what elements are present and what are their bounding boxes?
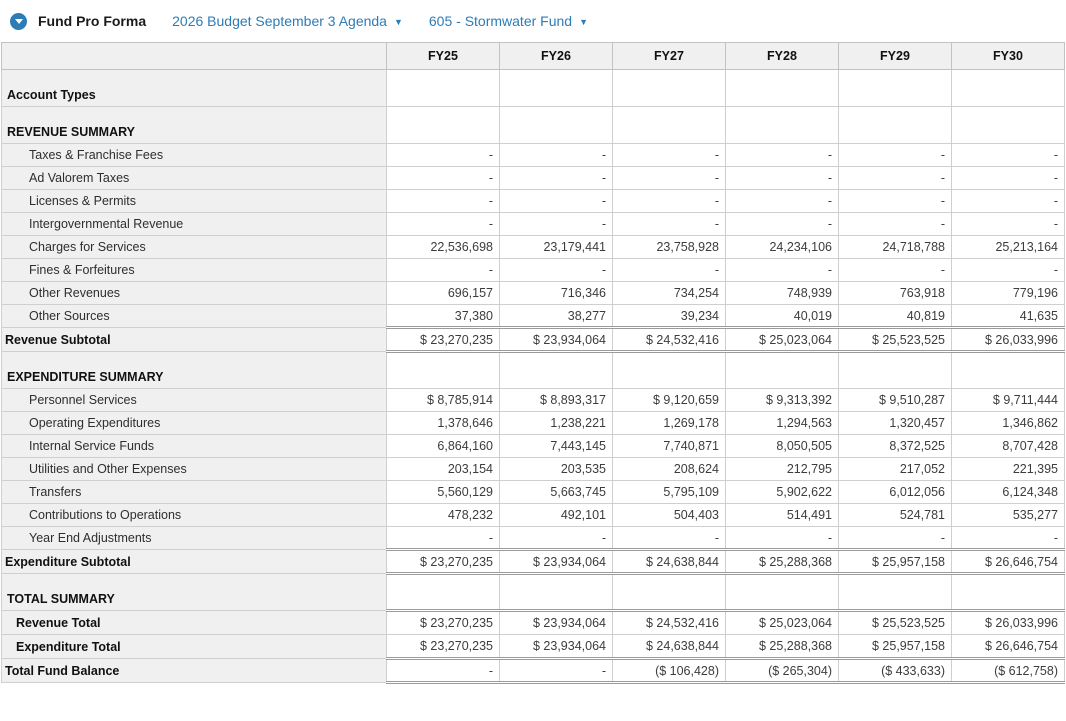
value-cell: $ 24,638,844: [613, 635, 726, 659]
value-cell: -: [726, 144, 839, 167]
value-cell: -: [839, 144, 952, 167]
table-row: [2, 107, 1065, 144]
value-cell: 5,663,745: [500, 481, 613, 504]
value-cell: [952, 70, 1065, 107]
value-cell: -: [726, 259, 839, 282]
table-row: [2, 236, 1065, 259]
value-cell: $ 26,033,996: [952, 611, 1065, 635]
chevron-down-icon: ▼: [393, 17, 403, 27]
value-cell: -: [726, 527, 839, 550]
column-header-fy29: FY29: [839, 43, 952, 70]
row-label: Expenditure Subtotal: [2, 550, 387, 574]
value-cell: 23,758,928: [613, 236, 726, 259]
value-cell: 1,294,563: [726, 412, 839, 435]
value-cell: 748,939: [726, 282, 839, 305]
value-cell: 217,052: [839, 458, 952, 481]
table-row: [2, 282, 1065, 305]
row-label: Personnel Services: [2, 389, 387, 412]
value-cell: ($ 265,304): [726, 659, 839, 683]
value-cell: -: [500, 213, 613, 236]
value-cell: 8,050,505: [726, 435, 839, 458]
value-cell: [613, 352, 726, 389]
value-cell: 24,234,106: [726, 236, 839, 259]
value-cell: -: [387, 259, 500, 282]
value-cell: 5,795,109: [613, 481, 726, 504]
table-row: [2, 259, 1065, 282]
circle-chevron-down-icon: [15, 19, 23, 24]
page-title: Fund Pro Forma: [38, 13, 147, 29]
value-cell: $ 23,934,064: [500, 635, 613, 659]
row-label: Other Revenues: [2, 282, 387, 305]
value-cell: -: [613, 190, 726, 213]
value-cell: 763,918: [839, 282, 952, 305]
table-row: [2, 190, 1065, 213]
value-cell: [726, 574, 839, 611]
table-row: [2, 328, 1065, 352]
row-label: Ad Valorem Taxes: [2, 167, 387, 190]
row-label: Charges for Services: [2, 236, 387, 259]
value-cell: 203,535: [500, 458, 613, 481]
chevron-down-icon: ▼: [579, 17, 588, 27]
value-cell: 514,491: [726, 504, 839, 527]
table-row: [2, 574, 1065, 611]
value-cell: $ 8,785,914: [387, 389, 500, 412]
value-cell: 1,320,457: [839, 412, 952, 435]
table-row: [2, 144, 1065, 167]
value-cell: 37,380: [387, 305, 500, 328]
pro-forma-table: [1, 42, 1065, 684]
value-cell: 38,277: [500, 305, 613, 328]
value-cell: 478,232: [387, 504, 500, 527]
row-label: REVENUE SUMMARY: [2, 107, 387, 144]
row-label: Operating Expenditures: [2, 412, 387, 435]
value-cell: [952, 107, 1065, 144]
table-row: [2, 611, 1065, 635]
value-cell: 40,019: [726, 305, 839, 328]
value-cell: 6,012,056: [839, 481, 952, 504]
value-cell: [726, 70, 839, 107]
table-row: [2, 527, 1065, 550]
table-row: [2, 213, 1065, 236]
value-cell: ($ 612,758): [952, 659, 1065, 683]
row-label: Internal Service Funds: [2, 435, 387, 458]
value-cell: [839, 574, 952, 611]
value-cell: 8,372,525: [839, 435, 952, 458]
value-cell: -: [500, 144, 613, 167]
value-cell: [500, 107, 613, 144]
value-cell: -: [613, 527, 726, 550]
value-cell: 6,124,348: [952, 481, 1065, 504]
row-label: Intergovernmental Revenue: [2, 213, 387, 236]
row-label: Expenditure Total: [2, 635, 387, 659]
column-header-fy25: FY25: [387, 43, 500, 70]
value-cell: 1,346,862: [952, 412, 1065, 435]
value-cell: [839, 107, 952, 144]
value-cell: $ 25,023,064: [726, 328, 839, 352]
value-cell: -: [952, 213, 1065, 236]
value-cell: ($ 106,428): [613, 659, 726, 683]
value-cell: 8,707,428: [952, 435, 1065, 458]
value-cell: $ 25,523,525: [839, 611, 952, 635]
table-row: [2, 659, 1065, 683]
column-header-fy28: FY28: [726, 43, 839, 70]
column-header-fy27: FY27: [613, 43, 726, 70]
value-cell: 492,101: [500, 504, 613, 527]
value-cell: [952, 574, 1065, 611]
value-cell: $ 9,711,444: [952, 389, 1065, 412]
value-cell: [387, 574, 500, 611]
row-label: TOTAL SUMMARY: [2, 574, 387, 611]
value-cell: -: [952, 144, 1065, 167]
value-cell: 504,403: [613, 504, 726, 527]
value-cell: $ 24,532,416: [613, 328, 726, 352]
value-cell: $ 24,638,844: [613, 550, 726, 574]
value-cell: -: [726, 167, 839, 190]
value-cell: [387, 352, 500, 389]
budget-dropdown[interactable]: [172, 13, 403, 29]
value-cell: 716,346: [500, 282, 613, 305]
account-types-header-cell: [2, 43, 387, 70]
value-cell: $ 23,934,064: [500, 611, 613, 635]
value-cell: 24,718,788: [839, 236, 952, 259]
value-cell: -: [839, 527, 952, 550]
value-cell: -: [952, 259, 1065, 282]
row-label: Revenue Subtotal: [2, 328, 387, 352]
table-row: [2, 435, 1065, 458]
value-cell: [500, 70, 613, 107]
value-cell: 23,179,441: [500, 236, 613, 259]
value-cell: 1,378,646: [387, 412, 500, 435]
row-label: Other Sources: [2, 305, 387, 328]
value-cell: -: [613, 167, 726, 190]
value-cell: 5,902,622: [726, 481, 839, 504]
value-cell: 7,443,145: [500, 435, 613, 458]
table-row: [2, 635, 1065, 659]
value-cell: $ 23,270,235: [387, 550, 500, 574]
value-cell: 39,234: [613, 305, 726, 328]
value-cell: $ 26,646,754: [952, 635, 1065, 659]
value-cell: $ 25,957,158: [839, 550, 952, 574]
value-cell: 22,536,698: [387, 236, 500, 259]
value-cell: [500, 574, 613, 611]
value-cell: 203,154: [387, 458, 500, 481]
value-cell: 25,213,164: [952, 236, 1065, 259]
table-row: [2, 389, 1065, 412]
value-cell: [613, 107, 726, 144]
row-label: Licenses & Permits: [2, 190, 387, 213]
row-label: Total Fund Balance: [2, 659, 387, 683]
value-cell: 734,254: [613, 282, 726, 305]
value-cell: $ 8,893,317: [500, 389, 613, 412]
value-cell: [839, 70, 952, 107]
value-cell: ($ 433,633): [839, 659, 952, 683]
value-cell: $ 23,934,064: [500, 550, 613, 574]
value-cell: 1,238,221: [500, 412, 613, 435]
table-header-row: [2, 43, 1065, 70]
value-cell: -: [500, 167, 613, 190]
value-cell: -: [387, 659, 500, 683]
value-cell: [387, 107, 500, 144]
toolbar: [0, 0, 1066, 42]
value-cell: [500, 352, 613, 389]
value-cell: [952, 352, 1065, 389]
value-cell: $ 25,023,064: [726, 611, 839, 635]
value-cell: -: [500, 527, 613, 550]
column-header-fy30: FY30: [952, 43, 1065, 70]
value-cell: -: [952, 190, 1065, 213]
row-label: Year End Adjustments: [2, 527, 387, 550]
fund-dropdown-label: 605 - Stormwater Fund: [428, 13, 573, 29]
value-cell: [613, 574, 726, 611]
row-label: Transfers: [2, 481, 387, 504]
value-cell: 696,157: [387, 282, 500, 305]
value-cell: [613, 70, 726, 107]
value-cell: [839, 352, 952, 389]
value-cell: 5,560,129: [387, 481, 500, 504]
value-cell: -: [387, 213, 500, 236]
value-cell: 524,781: [839, 504, 952, 527]
value-cell: -: [387, 167, 500, 190]
value-cell: -: [500, 259, 613, 282]
fund-dropdown[interactable]: [429, 13, 588, 29]
value-cell: -: [387, 527, 500, 550]
value-cell: -: [613, 144, 726, 167]
value-cell: -: [726, 190, 839, 213]
row-label: Account Types: [2, 70, 387, 107]
table-row: [2, 504, 1065, 527]
value-cell: 212,795: [726, 458, 839, 481]
value-cell: 7,740,871: [613, 435, 726, 458]
table-row: [2, 412, 1065, 435]
value-cell: $ 9,120,659: [613, 389, 726, 412]
value-cell: $ 26,033,996: [952, 328, 1065, 352]
value-cell: $ 9,313,392: [726, 389, 839, 412]
value-cell: $ 25,288,368: [726, 635, 839, 659]
value-cell: [726, 107, 839, 144]
value-cell: -: [839, 213, 952, 236]
value-cell: 779,196: [952, 282, 1065, 305]
table-row: [2, 550, 1065, 574]
budget-dropdown-label: 2026 Budget September 3 Agenda: [172, 13, 387, 29]
value-cell: $ 23,934,064: [500, 328, 613, 352]
table-row: [2, 70, 1065, 107]
value-cell: $ 24,532,416: [613, 611, 726, 635]
row-label: EXPENDITURE SUMMARY: [2, 352, 387, 389]
value-cell: -: [613, 259, 726, 282]
table-row: [2, 481, 1065, 504]
value-cell: $ 23,270,235: [387, 611, 500, 635]
value-cell: -: [952, 527, 1065, 550]
value-cell: 221,395: [952, 458, 1065, 481]
value-cell: -: [952, 167, 1065, 190]
value-cell: -: [839, 190, 952, 213]
value-cell: -: [387, 144, 500, 167]
value-cell: $ 23,270,235: [387, 635, 500, 659]
value-cell: -: [500, 190, 613, 213]
value-cell: -: [500, 659, 613, 683]
table-row: [2, 305, 1065, 328]
value-cell: 1,269,178: [613, 412, 726, 435]
value-cell: 41,635: [952, 305, 1065, 328]
value-cell: -: [387, 190, 500, 213]
value-cell: 6,864,160: [387, 435, 500, 458]
value-cell: $ 25,523,525: [839, 328, 952, 352]
value-cell: $ 25,288,368: [726, 550, 839, 574]
table-row: [2, 352, 1065, 389]
table-row: [2, 458, 1065, 481]
value-cell: $ 9,510,287: [839, 389, 952, 412]
value-cell: [387, 70, 500, 107]
value-cell: 208,624: [613, 458, 726, 481]
row-label: Taxes & Franchise Fees: [2, 144, 387, 167]
value-cell: -: [839, 259, 952, 282]
row-label: Utilities and Other Expenses: [2, 458, 387, 481]
value-cell: -: [613, 213, 726, 236]
value-cell: [726, 352, 839, 389]
value-cell: $ 26,646,754: [952, 550, 1065, 574]
value-cell: $ 23,270,235: [387, 328, 500, 352]
value-cell: -: [839, 167, 952, 190]
row-label: Fines & Forfeitures: [2, 259, 387, 282]
collapse-toggle-button[interactable]: [10, 13, 27, 30]
value-cell: 535,277: [952, 504, 1065, 527]
table-row: [2, 167, 1065, 190]
row-label: Revenue Total: [2, 611, 387, 635]
value-cell: -: [726, 213, 839, 236]
row-label: Contributions to Operations: [2, 504, 387, 527]
column-header-fy26: FY26: [500, 43, 613, 70]
value-cell: 40,819: [839, 305, 952, 328]
value-cell: $ 25,957,158: [839, 635, 952, 659]
